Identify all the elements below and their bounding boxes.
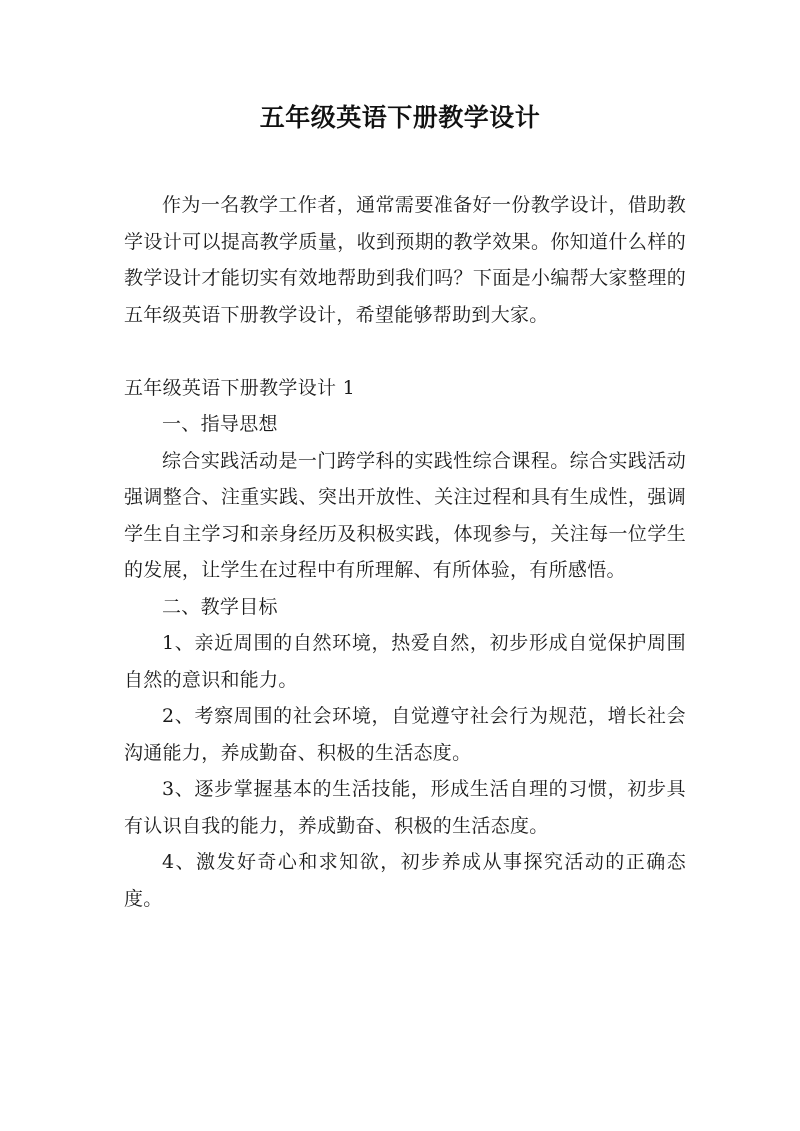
heading-teaching-goals: 二、教学目标 bbox=[162, 595, 278, 618]
goal-item: 4、激发好奇心和求知欲，初步养成从事探究活动的正确态度。 bbox=[124, 851, 686, 910]
goal-item: 2、考察周围的社会环境，自觉遵守社会行为规范，增长社会沟通能力，养成勤奋、积极的生活态度。 bbox=[124, 705, 686, 764]
guiding-thought-paragraph: 综合实践活动是一门跨学科的实践性综合课程。综合实践活动强调整合、注重实践、突出开放性、关注过程和具有生成性，强调学生自主学习和亲身经历及积极实践，体现参与，关注每一位学生的发展，让学生在过程中有所理解、有所体验，有所感悟。 bbox=[124, 449, 686, 581]
document-body bbox=[124, 187, 686, 917]
document-title: 五年级英语下册教学设计 bbox=[259, 103, 541, 132]
intro-paragraph: 作为一名教学工作者，通常需要准备好一份教学设计，借助教学设计可以提高教学质量，收到预期的教学效果。你知道什么样的教学设计才能切实有效地帮助到我们吗？下面是小编帮大家整理的五年级英语下册教学设计，希望能够帮助到大家。 bbox=[124, 194, 686, 326]
heading-guiding-thought: 一、指导思想 bbox=[162, 413, 278, 435]
paragraph-gap bbox=[124, 333, 686, 370]
section-title: 五年级英语下册教学设计 1 bbox=[124, 376, 356, 399]
goal-item: 1、亲近周围的自然环境，热爱自然，初步形成自觉保护周围自然的意识和能力。 bbox=[124, 632, 686, 691]
goal-item: 3、逐步掌握基本的生活技能，形成生活自理的习惯，初步具有认识自我的能力，养成勤奋、积极的生活态度。 bbox=[124, 778, 686, 837]
